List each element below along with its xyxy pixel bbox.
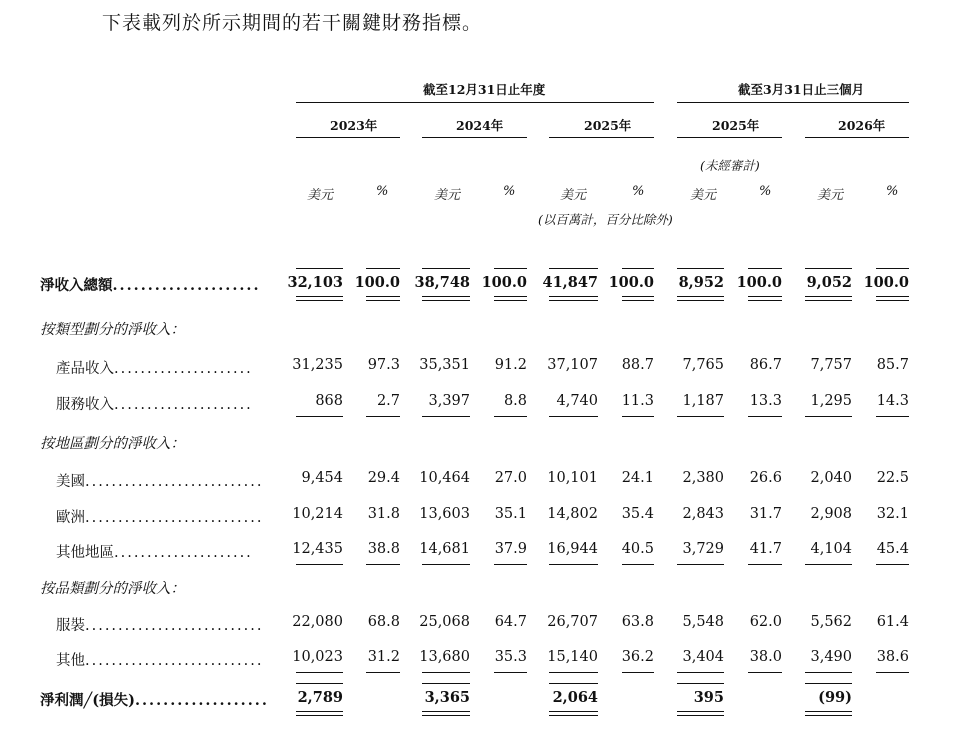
header-group-year: 截至12月31日止年度	[423, 82, 546, 97]
table-cell: 14.3	[876, 393, 909, 409]
region-underline	[748, 564, 782, 565]
table-cell: 38.6	[876, 649, 909, 665]
category-underline	[677, 672, 724, 673]
subtotal-rule	[366, 268, 400, 269]
table-cell: 24.1	[621, 470, 654, 486]
subtotal-rule	[494, 268, 527, 269]
net-profit-rule	[422, 683, 470, 684]
year-rule-2024	[422, 137, 527, 138]
category-underline	[549, 672, 598, 673]
net-profit-rule	[549, 683, 598, 684]
table-cell: 13.3	[749, 393, 782, 409]
table-cell: 31,235	[292, 357, 343, 373]
net-profit-rule	[677, 683, 724, 684]
table-cell: 38.0	[749, 649, 782, 665]
service-underline	[748, 416, 782, 417]
year-rule-q2025	[677, 137, 782, 138]
unit-pct-q2026: %	[886, 184, 899, 199]
subtotal-rule	[422, 268, 470, 269]
region-underline	[494, 564, 527, 565]
service-underline	[677, 416, 724, 417]
table-cell: 8,952	[678, 274, 724, 291]
category-underline	[748, 672, 782, 673]
unit-usd-2025: 美元	[560, 188, 587, 203]
net-profit-double-rule	[296, 711, 343, 716]
table-cell: 13,603	[419, 506, 470, 522]
table-cell: 41,847	[542, 274, 598, 291]
row-label-service: 服務收入.....................	[56, 397, 253, 413]
table-cell: 29.4	[367, 470, 400, 486]
unit-usd-2023: 美元	[307, 188, 334, 203]
subtotal-rule	[296, 268, 343, 269]
table-cell: 38.8	[367, 541, 400, 557]
year-header-2025: 2025年	[584, 118, 632, 133]
category-underline	[876, 672, 909, 673]
row-label-total: 淨收入總額.....................	[40, 277, 261, 294]
table-cell: 9,454	[301, 470, 343, 486]
total-double-rule	[876, 296, 909, 301]
service-underline	[805, 416, 852, 417]
table-cell: 26.6	[749, 470, 782, 486]
table-cell: 88.7	[621, 357, 654, 373]
row-label-us: 美國...........................	[56, 474, 264, 490]
region-underline	[805, 564, 852, 565]
table-cell: 100.0	[481, 274, 527, 291]
table-cell: 2,380	[682, 470, 724, 486]
unit-pct-2024: %	[503, 184, 516, 199]
table-cell: 2,789	[297, 689, 343, 706]
table-cell: 36.2	[621, 649, 654, 665]
region-underline	[366, 564, 400, 565]
table-cell: 97.3	[367, 357, 400, 373]
table-cell: 2,843	[682, 506, 724, 522]
subtotal-rule	[677, 268, 724, 269]
table-cell: 31.7	[749, 506, 782, 522]
table-cell: 31.8	[367, 506, 400, 522]
region-underline	[296, 564, 343, 565]
table-cell: 13,680	[419, 649, 470, 665]
table-cell: 3,490	[810, 649, 852, 665]
table-cell: 63.8	[621, 614, 654, 630]
unit-usd-2024: 美元	[434, 188, 461, 203]
table-cell: 40.5	[621, 541, 654, 557]
table-cell: 37,107	[547, 357, 598, 373]
category-underline	[622, 672, 654, 673]
table-cell: 31.2	[367, 649, 400, 665]
table-cell: 25,068	[419, 614, 470, 630]
table-cell: 22,080	[292, 614, 343, 630]
total-double-rule	[622, 296, 654, 301]
row-label-product: 產品收入.....................	[56, 361, 253, 377]
year-rule-2023	[296, 137, 400, 138]
table-cell: 2,040	[810, 470, 852, 486]
category-underline	[296, 672, 343, 673]
category-underline	[366, 672, 400, 673]
net-profit-double-rule	[805, 711, 852, 716]
subtotal-rule	[748, 268, 782, 269]
table-cell: 10,464	[419, 470, 470, 486]
row-label-apparel: 服裝...........................	[56, 618, 264, 634]
table-cell: 4,104	[810, 541, 852, 557]
service-underline	[876, 416, 909, 417]
net-profit-double-rule	[677, 711, 724, 716]
total-double-rule	[549, 296, 598, 301]
table-cell: 38,748	[414, 274, 470, 291]
category-underline	[422, 672, 470, 673]
table-cell: 395	[693, 689, 724, 706]
table-cell: 64.7	[494, 614, 527, 630]
table-cell: 45.4	[876, 541, 909, 557]
subtotal-rule	[549, 268, 598, 269]
total-double-rule	[805, 296, 852, 301]
net-profit-double-rule	[422, 711, 470, 716]
table-cell: 10,214	[292, 506, 343, 522]
table-cell: 35.3	[494, 649, 527, 665]
table-cell: 8.8	[503, 393, 527, 409]
region-underline	[677, 564, 724, 565]
group-quarter-rule	[677, 102, 909, 103]
table-cell: 100.0	[354, 274, 400, 291]
table-cell: 11.3	[621, 393, 654, 409]
table-cell: 7,765	[682, 357, 724, 373]
total-double-rule	[677, 296, 724, 301]
unit-usd-q2025: 美元	[690, 188, 717, 203]
section-by-region: 按地區劃分的淨收入：	[40, 436, 185, 452]
table-cell: 32,103	[287, 274, 343, 291]
header-group-quarter: 截至3月31日止三個月	[738, 82, 865, 97]
year-header-2024: 2024年	[456, 118, 504, 133]
table-cell: 32.1	[876, 506, 909, 522]
table-cell: 27.0	[494, 470, 527, 486]
row-label-other-category: 其他...........................	[56, 653, 264, 669]
table-cell: 26,707	[547, 614, 598, 630]
table-cell: 3,397	[428, 393, 470, 409]
row-label-other-region: 其他地區.....................	[56, 545, 253, 561]
table-cell: 3,365	[424, 689, 470, 706]
unit-pct-q2025: %	[759, 184, 772, 199]
table-cell: 2.7	[376, 393, 400, 409]
unit-pct-2025: %	[632, 184, 645, 199]
table-cell: 12,435	[292, 541, 343, 557]
region-underline	[622, 564, 654, 565]
table-cell: 35,351	[419, 357, 470, 373]
year-rule-2025	[549, 137, 654, 138]
total-double-rule	[494, 296, 527, 301]
group-year-rule	[296, 102, 654, 103]
row-label-net-profit: 淨利潤╱(損失)...................	[40, 692, 269, 709]
table-cell: 5,562	[810, 614, 852, 630]
category-underline	[494, 672, 527, 673]
table-cell: 10,023	[292, 649, 343, 665]
table-cell: 35.1	[494, 506, 527, 522]
table-cell: 100.0	[863, 274, 909, 291]
table-cell: 100.0	[608, 274, 654, 291]
table-cell: 68.8	[367, 614, 400, 630]
table-cell: 2,064	[552, 689, 598, 706]
unit-note: (以百萬計，百分比除外)	[538, 212, 673, 227]
unit-usd-q2026: 美元	[817, 188, 844, 203]
table-cell: 22.5	[876, 470, 909, 486]
table-cell: 3,729	[682, 541, 724, 557]
table-cell: 91.2	[494, 357, 527, 373]
table-cell: 61.4	[876, 614, 909, 630]
subtotal-rule	[622, 268, 654, 269]
table-cell: 5,548	[682, 614, 724, 630]
region-underline	[876, 564, 909, 565]
year-header-q2026: 2026年	[838, 118, 886, 133]
table-cell: 14,681	[419, 541, 470, 557]
table-cell: 85.7	[876, 357, 909, 373]
year-header-2023: 2023年	[330, 118, 378, 133]
row-label-europe: 歐洲...........................	[56, 510, 264, 526]
year-header-q2025: 2025年	[712, 118, 760, 133]
service-underline	[366, 416, 400, 417]
table-cell: 9,052	[806, 274, 852, 291]
net-profit-double-rule	[549, 711, 598, 716]
net-profit-rule	[805, 683, 852, 684]
subtotal-rule	[876, 268, 909, 269]
table-cell: 62.0	[749, 614, 782, 630]
table-cell: 1,187	[682, 393, 724, 409]
total-double-rule	[296, 296, 343, 301]
service-underline	[549, 416, 598, 417]
unaudited-note: (未經審計)	[700, 158, 760, 173]
table-cell: 7,757	[810, 357, 852, 373]
region-underline	[422, 564, 470, 565]
table-cell: 3,404	[682, 649, 724, 665]
service-underline	[422, 416, 470, 417]
subtotal-rule	[805, 268, 852, 269]
year-rule-q2026	[805, 137, 909, 138]
table-cell: 41.7	[749, 541, 782, 557]
table-cell: 2,908	[810, 506, 852, 522]
section-by-type: 按類型劃分的淨收入：	[40, 322, 185, 338]
net-profit-rule	[296, 683, 343, 684]
total-double-rule	[422, 296, 470, 301]
table-cell: 86.7	[749, 357, 782, 373]
table-cell: 37.9	[494, 541, 527, 557]
total-double-rule	[366, 296, 400, 301]
table-cell: 100.0	[736, 274, 782, 291]
table-cell: (99)	[818, 689, 852, 706]
table-cell: 35.4	[621, 506, 654, 522]
table-cell: 4,740	[556, 393, 598, 409]
intro-text: 下表載列於所示期間的若干關鍵財務指標。	[102, 12, 483, 34]
table-cell: 14,802	[547, 506, 598, 522]
service-underline	[622, 416, 654, 417]
total-double-rule	[748, 296, 782, 301]
service-underline	[494, 416, 527, 417]
table-cell: 10,101	[547, 470, 598, 486]
table-cell: 868	[315, 393, 343, 409]
section-by-category: 按品類劃分的淨收入：	[40, 581, 185, 597]
unit-pct-2023: %	[376, 184, 389, 199]
table-cell: 15,140	[547, 649, 598, 665]
service-underline	[296, 416, 343, 417]
table-cell: 16,944	[547, 541, 598, 557]
table-cell: 1,295	[810, 393, 852, 409]
region-underline	[549, 564, 598, 565]
category-underline	[805, 672, 852, 673]
